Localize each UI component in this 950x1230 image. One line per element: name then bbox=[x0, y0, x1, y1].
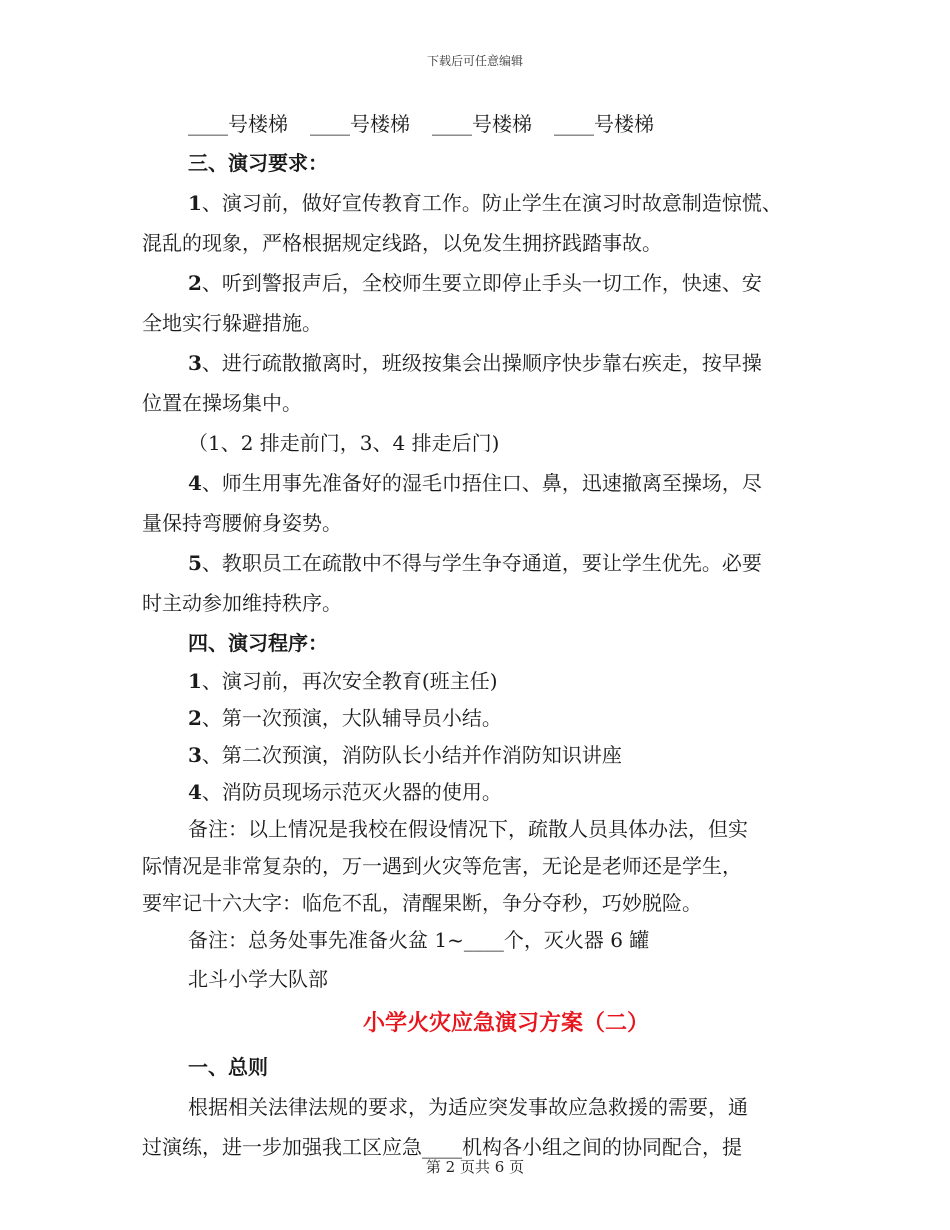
page-header: 下载后可任意编辑 bbox=[426, 54, 523, 68]
req-item-1-num: 1 bbox=[188, 191, 202, 215]
proc-item-1 bbox=[142, 663, 810, 700]
req-item-1-line1 bbox=[142, 183, 810, 223]
proc-item-1-text: 、演习前，再次安全教育(班主任) bbox=[201, 669, 498, 693]
req-item-2-text: 、听到警报声后，全校师生要立即停止手头一切工作，快速、安 bbox=[201, 271, 762, 295]
req-item-1-line2: 混乱的现象，严格根据规定线路，以免发生拥挤践踏事故。 bbox=[142, 231, 662, 255]
stairs-blank-2: ____号楼梯 bbox=[310, 112, 410, 136]
signature: 北斗小学大队部 bbox=[188, 967, 328, 991]
part2-paragraph-line1: 根据相关法律法规的要求，为适应突发事故应急救援的需要，通 bbox=[188, 1095, 748, 1119]
section3-heading: 三、演习要求： bbox=[188, 151, 328, 175]
req-item-3-text: 、进行疏散撤离时，班级按集会出操顺序快步靠右疾走，按早操 bbox=[201, 351, 762, 375]
req-item-5-num: 5 bbox=[188, 551, 202, 575]
section4-heading: 四、演习程序： bbox=[188, 631, 328, 655]
proc-item-4 bbox=[142, 774, 810, 811]
req-item-2-line1 bbox=[142, 263, 810, 303]
proc-item-4-text: 、消防员现场示范灭火器的使用。 bbox=[201, 780, 502, 804]
stairs-blank-4: ____号楼梯 bbox=[554, 112, 654, 136]
remark-1-line2: 际情况是非常复杂的，万一遇到火灾等危害，无论是老师还是学生， bbox=[142, 854, 742, 878]
proc-item-2-num: 2 bbox=[188, 706, 202, 730]
req-item-2-line2: 全地实行躲避措施。 bbox=[142, 311, 322, 335]
remark-2: 备注：总务处事先准备火盆 1~____个，灭火器 6 罐 bbox=[188, 928, 650, 952]
req-item-3-line1 bbox=[142, 343, 810, 383]
proc-item-3-text: 、第二次预演，消防队长小结并作消防知识讲座 bbox=[201, 743, 622, 767]
stairs-blank-1: ____号楼梯 bbox=[188, 112, 288, 136]
stairs-blank-3: ____号楼梯 bbox=[432, 112, 532, 136]
req-item-1-text: 、演习前，做好宣传教育工作。防止学生在演习时故意制造惊慌、 bbox=[201, 191, 782, 215]
req-item-5-text: 、教职员工在疏散中不得与学生争夺通道，要让学生优先。必要 bbox=[201, 551, 762, 575]
req-item-3-num: 3 bbox=[188, 351, 202, 375]
proc-item-3 bbox=[142, 737, 810, 774]
proc-item-2 bbox=[142, 700, 810, 737]
part2-paragraph-line2: 过演练，进一步加强我工区应急____机构各小组之间的协同配合，提 bbox=[142, 1135, 742, 1159]
req-item-4-line1 bbox=[142, 463, 810, 503]
req-item-5-line2: 时主动参加维持秩序。 bbox=[142, 591, 342, 615]
stairs-line bbox=[142, 106, 810, 143]
remark-1-line1: 备注：以上情况是我校在假设情况下，疏散人员具体办法，但实 bbox=[188, 817, 748, 841]
req-note: （1、2 排走前门，3、4 排走后门) bbox=[188, 431, 500, 455]
req-item-4-line2: 量保持弯腰俯身姿势。 bbox=[142, 511, 342, 535]
req-item-5-line1 bbox=[142, 543, 810, 583]
document-body bbox=[142, 106, 810, 1167]
remark-1-line3: 要牢记十六大字：临危不乱，清醒果断，争分夺秒，巧妙脱险。 bbox=[142, 891, 702, 915]
proc-item-2-text: 、第一次预演，大队辅导员小结。 bbox=[201, 706, 502, 730]
proc-item-1-num: 1 bbox=[188, 669, 202, 693]
req-item-2-num: 2 bbox=[188, 271, 202, 295]
proc-item-3-num: 3 bbox=[188, 743, 202, 767]
req-item-4-text: 、师生用事先准备好的湿毛巾捂住口、鼻，迅速撤离至操场，尽 bbox=[201, 471, 762, 495]
proc-item-4-num: 4 bbox=[188, 780, 202, 804]
req-item-4-num: 4 bbox=[188, 471, 202, 495]
req-item-3-line2: 位置在操场集中。 bbox=[142, 391, 302, 415]
part2-heading: 一、总则 bbox=[188, 1055, 268, 1079]
part2-title: 小学火灾应急演习方案（二） bbox=[362, 1010, 649, 1036]
page-footer: 第 2 页共 6 页 bbox=[425, 1158, 525, 1176]
